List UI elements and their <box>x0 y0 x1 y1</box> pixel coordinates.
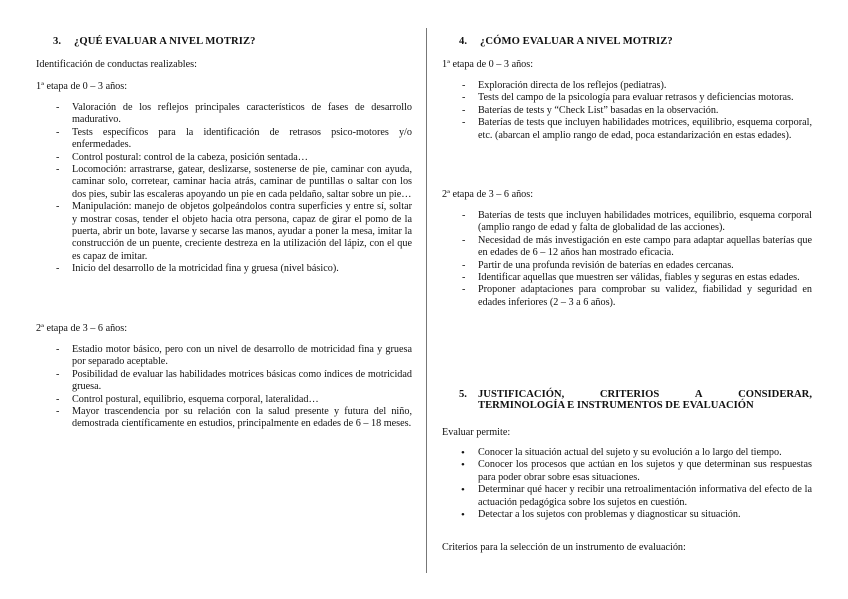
dash-marker: - <box>462 80 466 91</box>
list-item: - Locomoción: arrastrarse, gatear, deslizarse, sostenerse de pie, caminar con ayuda, caminar solo, corretear, caminar hacia atrás, caminar de puntillas o saltar con los dos pies, subir las escaleras apoyando un pie en cada peldaño, saltar sobre un pie… <box>56 164 412 200</box>
dash-marker: - <box>56 102 60 113</box>
list-item: - Baterías de tests y “Check List” basadas en la observación. <box>462 104 719 116</box>
section-3-heading <box>53 36 256 47</box>
left-stage-2-list <box>36 344 412 431</box>
dash-marker: - <box>56 164 60 176</box>
section-5-heading <box>442 389 812 411</box>
section-5-word: CONSIDERAR, <box>738 389 812 400</box>
section-5-number: 5. <box>459 389 467 400</box>
left-stage-1-label: 1ª etapa de 0 – 3 años: <box>36 81 128 92</box>
dash-marker: - <box>462 272 466 284</box>
dash-marker: - <box>56 263 60 275</box>
list-item: - Tests específicos para la identificación de retrasos psico-motores y/o enfermedades. <box>56 126 412 151</box>
evaluar-intro: Evaluar permite: <box>442 427 511 438</box>
list-item: - Partir de una profunda revisión de baterías en edades cercanas. <box>462 259 734 271</box>
section-5-heading-line-1 <box>442 389 812 400</box>
bullet-marker: • <box>461 447 465 459</box>
dash-marker: - <box>56 393 60 405</box>
left-stage-1-list <box>36 102 412 276</box>
dash-marker: - <box>462 210 466 221</box>
section-4-title: ¿CÓMO EVALUAR A NIVEL MOTRIZ? <box>480 36 673 47</box>
list-item: • Conocer los procesos que actúan en los sujetos y que determinan sus respuestas para poder obrar sobre esas situaciones. <box>461 459 812 483</box>
section-4-heading <box>459 36 673 47</box>
dash-marker: - <box>56 406 60 418</box>
section-5-heading-line-2: TERMINOLOGÍA E INSTRUMENTOS DE EVALUACIÓN <box>478 400 754 411</box>
bullet-marker: • <box>461 459 465 472</box>
dash-marker: - <box>56 368 60 380</box>
dash-marker: - <box>56 126 60 138</box>
dash-marker: - <box>462 234 466 246</box>
bullet-marker: • <box>461 484 465 497</box>
section-5-word: CRITERIOS <box>599 389 660 400</box>
column-divider <box>426 28 427 573</box>
section-4-number: 4. <box>459 36 468 47</box>
right-stage-2-label: 2ª etapa de 3 – 6 años: <box>442 189 534 200</box>
list-item: - Baterías de tests que incluyen habilidades motrices, equilibrio, esquema corporal (amplio rango de edad y falta de globalidad de las acciones). <box>462 210 812 234</box>
list-item: - Tests del campo de la psicología para evaluar retrasos y deficiencias motoras. <box>462 92 794 104</box>
dash-marker: - <box>462 284 466 296</box>
list-item: - Control postural: control de la cabeza, posición sentada… <box>56 151 308 163</box>
list-item: - Identificar aquellas que muestren ser válidas, fiables y seguras en estas edades. <box>462 272 800 284</box>
dash-marker: - <box>462 259 466 271</box>
list-item: - Necesidad de más investigación en este campo para adaptar aquellas baterías que en edades de 6 – 12 años han mostrado eficacia. <box>462 234 812 259</box>
right-stage-1-label: 1ª etapa de 0 – 3 años: <box>442 59 534 70</box>
right-stage-2-list <box>442 210 812 309</box>
left-stage-2-label: 2ª etapa de 3 – 6 años: <box>36 323 128 334</box>
section-3-number: 3. <box>53 36 62 47</box>
dash-marker: - <box>462 92 466 104</box>
section-3-title: ¿QUÉ EVALUAR A NIVEL MOTRIZ? <box>74 36 256 47</box>
dash-marker: - <box>56 151 60 163</box>
list-item: - Manipulación: manejo de objetos golpeándolos contra superficies y entre sí, soltar y mostrar cosas, tender el objeto hacia otra persona, capaz de girar el pomo de la puerta, abrir un bote, lavarse y secarse las manos, ayudar a poner la mesa, imitar la construcción de un puente, creciente destreza en la utilización del lápiz, con el que es capaz de imitar. <box>56 201 412 262</box>
criterios-text: Criterios para la selección de un instrumento de evaluación: <box>442 542 686 553</box>
list-item: - Baterías de tests que incluyen habilidades motrices, equilibrio, esquema corporal, etc. (abarcan el amplio rango de edad, poca estandarización en estas edades). <box>462 117 812 141</box>
list-item: • Determinar qué hacer y recibir una retroalimentación informativa del efecto de la actuación pedagógica sobre los sujetos en cuestión. <box>461 484 812 508</box>
dash-marker: - <box>56 201 60 213</box>
dash-marker: - <box>56 344 60 355</box>
list-item: - Proponer adaptaciones para comprobar su validez, fiabilidad y seguridad en edades inferiores (2 – 3 a 6 años). <box>462 284 812 308</box>
list-item: - Exploración directa de los reflejos (pediatras). <box>462 80 667 91</box>
list-item: • Conocer la situación actual del sujeto y su evolución a lo largo del tiempo. <box>461 447 782 459</box>
left-intro: Identificación de conductas realizables: <box>36 59 197 70</box>
list-item: • Detectar a los sujetos con problemas y diagnosticar su situación. <box>461 509 741 522</box>
section-5-word: JUSTIFICACIÓN, <box>478 389 565 400</box>
list-item: - Control postural, equilibrio, esquema corporal, lateralidad… <box>56 393 319 405</box>
dash-marker: - <box>462 117 466 129</box>
list-item: - Posibilidad de evaluar las habilidades motrices básicas como índices de motricidad gruesa. <box>56 368 412 393</box>
section-5-word: A <box>694 389 703 400</box>
list-item: - Mayor trascendencia por su relación con la salud presente y futura del niño, demostrada científicamente en estudios, principalmente en edades de 6 – 18 meses. <box>56 406 412 430</box>
right-stage-1-list <box>442 80 812 142</box>
evaluar-list <box>442 447 812 521</box>
dash-marker: - <box>462 104 466 116</box>
bullet-marker: • <box>461 509 465 522</box>
list-item: - Inicio del desarrollo de la motricidad fina y gruesa (nivel básico). <box>56 263 339 275</box>
list-item: - Estadio motor básico, pero con un nivel de desarrollo de motricidad fina y gruesa por separado aceptable. <box>56 344 412 368</box>
list-item: - Valoración de los reflejos principales característicos de fases de desarrollo madurativo. <box>56 102 412 126</box>
